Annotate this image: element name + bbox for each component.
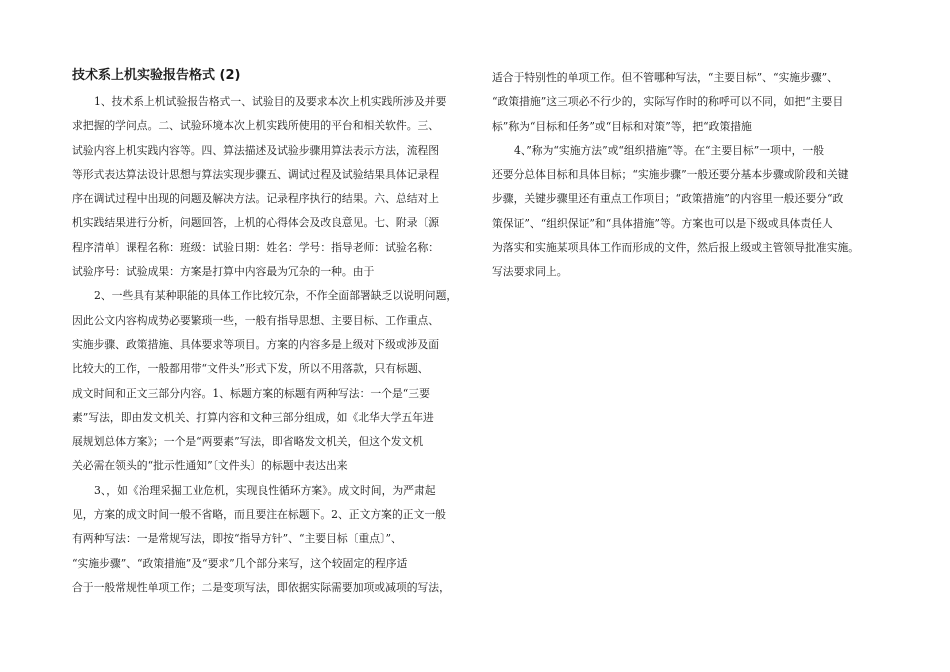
text-line: 2、一些具有某种职能的具体工作比较冗杂，不作全面部署缺乏以说明问题， [94,289,458,303]
text-line: 见，方案的成文时间一般不省略，而且要注在标题下。2、正文方案的正文一般 [72,508,446,522]
text-line: 合于一般常规性单项工作；二是变项写法，即依据实际需要加项或减项的写法， [72,580,450,594]
text-line: 还要分总体目标和具体目标；“实施步骤”一般还要分基本步骤或阶段和关键 [492,168,849,182]
text-line: 素”写法，即由发文机关、打算内容和文种三部分组成，如《北华大学五年进 [72,410,434,424]
text-line: 等形式表达算法设计思想与算法实现步骤五、调试过程及试验结果具体记录程 [72,167,440,181]
text-line: 1、技术系上机试验报告格式一、试验目的及要求本次上机实践所涉及并要 [94,95,447,108]
text-line: 实施步骤、政策措施、具体要求等项目。方案的内容多是上级对下级或涉及面 [72,337,440,351]
text-line: 试验内容上机实践内容等。四、算法描述及试验步骤用算法表示方法，流程图 [72,143,440,157]
text-line: 展规划总体方案》；一个是“两要素”写法，即省略发文机关，但这个发文机 [72,435,424,449]
text-line: 成文时间和正文三部分内容。1、标题方案的标题有两种写法：一个是“三要 [72,386,430,400]
text-line: 4、”称为“实施方法”或“组织措施”等。在“主要目标”一项中，一般 [514,143,825,157]
text-line: 有两种写法：一是常规写法，即按“指导方针”、“主要目标〔重点〕”、 [72,532,402,546]
text-line: 为落实和实施某项具体工作而形成的文件，然后报上级或主管领导批准实施。 [492,241,860,255]
text-line: 程序清单〕课程名称：班级：试验日期：姓名：学号：指导老师：试验名称： [72,240,440,254]
text-line: 比较大的工作，一般都用带“文件头”形式下发，所以不用落款，只有标题、 [72,362,429,376]
document-title: 技术系上机实验报告格式 (2) [72,68,241,83]
text-line: “实施步骤”、“政策措施”及“要求”几个部分来写，这个较固定的程序适 [72,556,408,570]
text-line: 策保证”、“组织保证”和“具体措施”等。方案也可以是下级或具体责任人 [492,216,833,230]
text-line: 因此公文内容构成势必要繁琐一些，一般有指导思想、主要目标、工作重点、 [72,313,440,327]
text-line: 机实践结果进行分析，问题回答，上机的心得体会及改良意见。七、附录〔源 [72,216,440,230]
text-line: 关必需在领头的“批示性通知”〔文件头〕的标题中表达出来 [72,459,348,473]
text-line: 试验序号：试验成果：方案是打算中内容最为冗杂的一种。由于 [72,265,375,279]
text-line: 适合于特别性的单项工作。但不管哪种写法，“主要目标”、“实施步骤”、 [492,71,838,84]
text-line: 序在调试过程中出现的问题及解决方法。记录程序执行的结果。六、总结对上 [72,192,440,206]
text-line: 步骤，关键步骤里还有重点工作项目；“政策措施”的内容里一般还要分“政 [492,192,844,206]
text-line: “政策措施”这三项必不行少的，实际写作时的称呼可以不同，如把“主要目 [492,95,844,109]
right-column [492,66,882,285]
left-column [72,66,464,600]
left-column-body [72,90,464,600]
text-line: 标”称为“目标和任务”或“目标和对策”等，把“政策措施 [492,119,752,133]
text-line: 3、，如《治理采掘工业危机，实现良性循环方案》。成文时间，为严肃起 [94,483,436,497]
text-line: 求把握的学问点。二、试验环境本次上机实践所使用的平台和相关软件。三、 [72,119,440,133]
text-line: 写法要求同上。 [492,265,568,279]
right-column-body [492,66,882,285]
